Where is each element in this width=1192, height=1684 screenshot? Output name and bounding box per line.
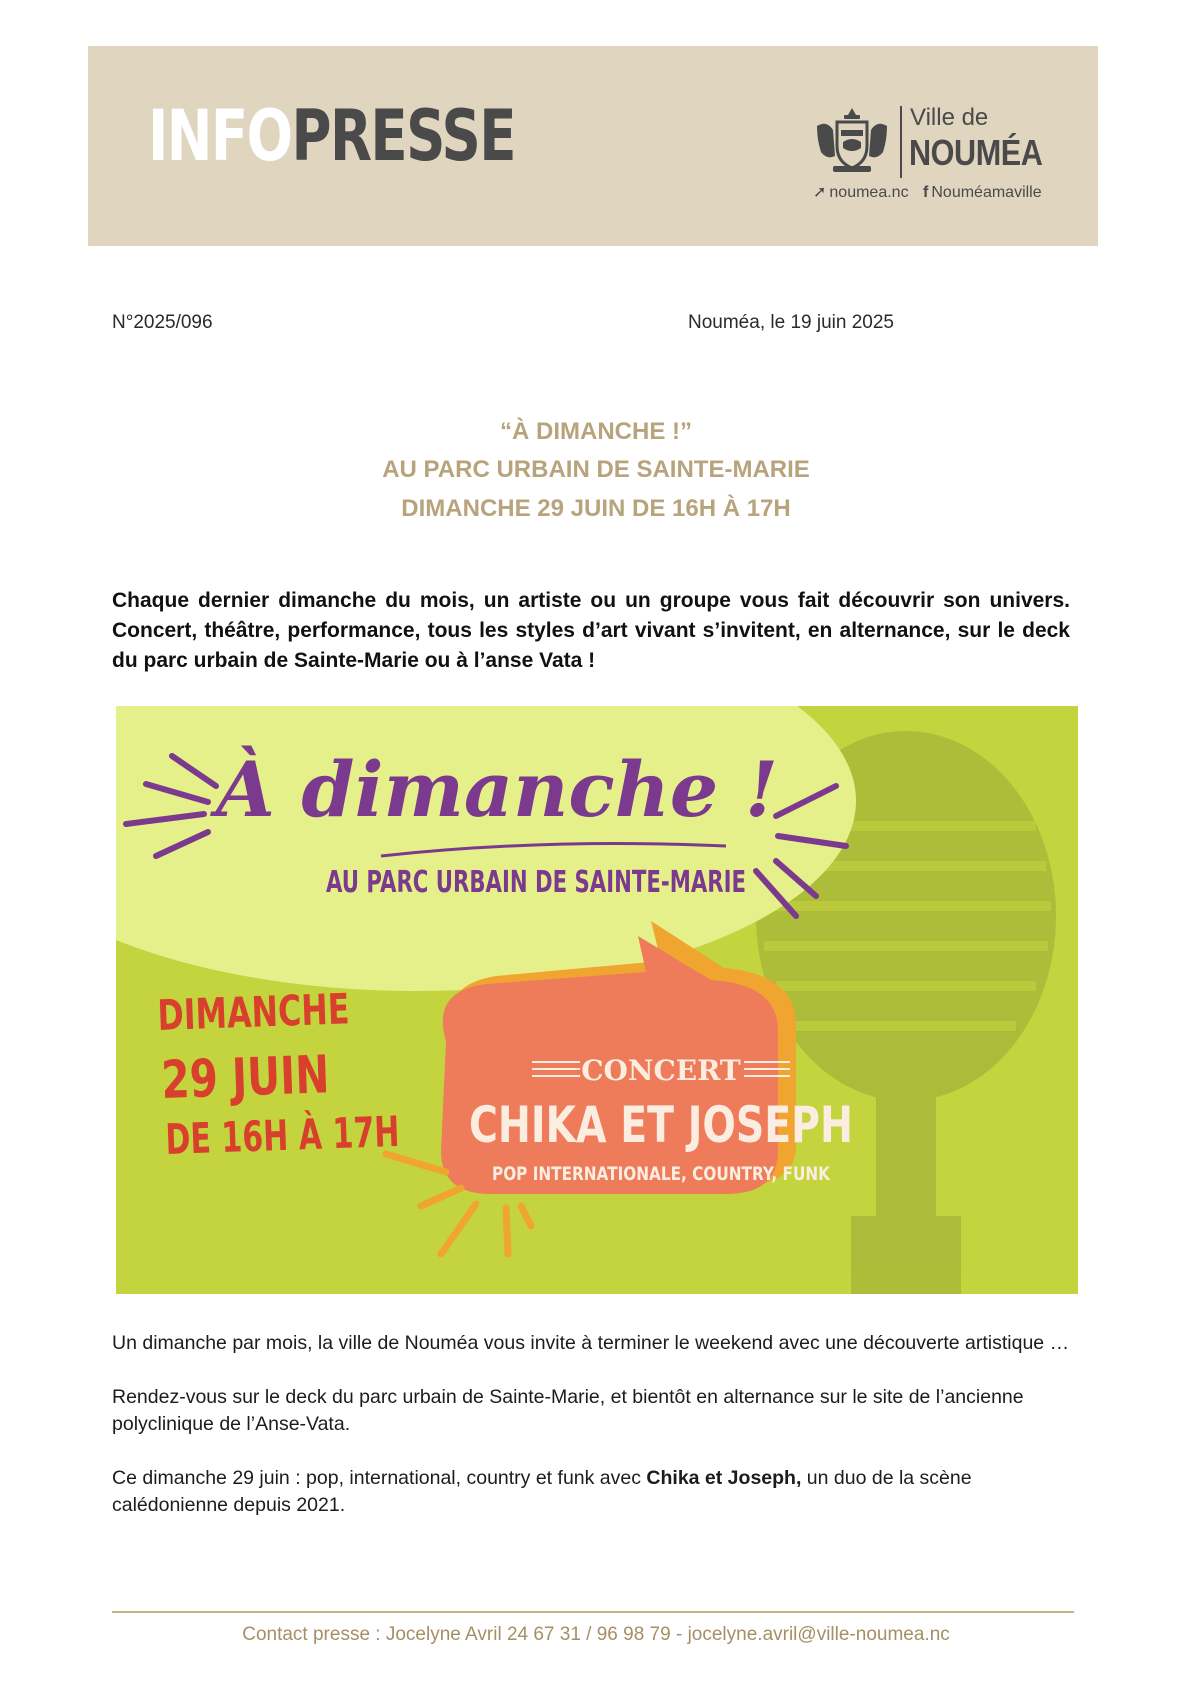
press-header [88, 46, 1098, 246]
coat-of-arms-icon [813, 106, 891, 176]
facebook-icon: f [923, 184, 929, 201]
ville-de-noumea-logo [813, 102, 1083, 202]
website-link[interactable]: noumea.nc [829, 184, 909, 201]
brand-info: INFO [148, 95, 292, 177]
web-arrow-icon: ➚ [813, 184, 827, 201]
info-presse-logo [148, 95, 515, 177]
title-line-2: AU PARC URBAIN DE SAINTE-MARIE [382, 456, 810, 483]
paragraph-3-start: Ce dimanche 29 juin : pop, international, country et funk avec [112, 1467, 647, 1489]
music-genres: POP INTERNATIONALE, COUNTRY, FUNK [492, 1163, 832, 1185]
brand-presse: PRESSE [291, 95, 515, 177]
artist-mention: Chika et Joseph, [646, 1467, 802, 1489]
title-line-3: DIMANCHE 29 JUIN DE 16H À 17H [401, 495, 791, 522]
banner-date-line-2: 29 JUIN [160, 1043, 378, 1111]
artist-name: CHIKA ET JOSEPH [469, 1096, 853, 1154]
city-prefix: Ville de [910, 104, 989, 131]
intro-paragraph: Chaque dernier dimanche du mois, un artiste ou un groupe vous fait découvrir son univers. Concert, théâtre, performance, tous les styles d’art vivant s’invitent, en alternance, sur le deck du parc urbain de Sainte-Marie ou à l’anse Vata ! [112, 589, 1070, 672]
banner-date-line-1: DIMANCHE [156, 982, 413, 1040]
city-name: NOUMÉA [909, 132, 1043, 173]
banner-subtitle: AU PARC URBAIN DE SAINTE-MARIE [326, 865, 746, 900]
body-paragraph-1: Un dimanche par mois, la ville de Nouméa vous invite à terminer le weekend avec une découverte artistique … [112, 1332, 1070, 1354]
logo-divider [900, 106, 902, 178]
event-type: CONCERT [581, 1054, 741, 1087]
title-line-1: “À DIMANCHE !” [500, 418, 692, 445]
footer-divider [112, 1611, 1074, 1613]
event-banner [116, 706, 1078, 1294]
press-contact: Contact presse : Jocelyne Avril 24 67 31 / 96 98 79 - jocelyne.avril@ville-noumea.nc [242, 1624, 950, 1645]
place-and-date: Nouméa, le 19 juin 2025 [688, 312, 894, 333]
banner-date-line-3: DE 16H À 17H [164, 1103, 494, 1164]
body-paragraph-3 [112, 1465, 1072, 1519]
body-paragraph-2: Rendez-vous sur le deck du parc urbain de Sainte-Marie, et bientôt en alternance sur le site de l’ancienne polyclinique de l’Anse-Vata. [112, 1386, 1024, 1435]
facebook-link[interactable]: Nouméamaville [931, 184, 1042, 201]
paragraph-3-end: un duo de la scène calédonienne depuis 2021. [112, 1467, 972, 1516]
social-links [813, 182, 1042, 202]
banner-headline: À dimanche ! [216, 745, 779, 834]
press-release-number: N°2025/096 [112, 312, 213, 333]
